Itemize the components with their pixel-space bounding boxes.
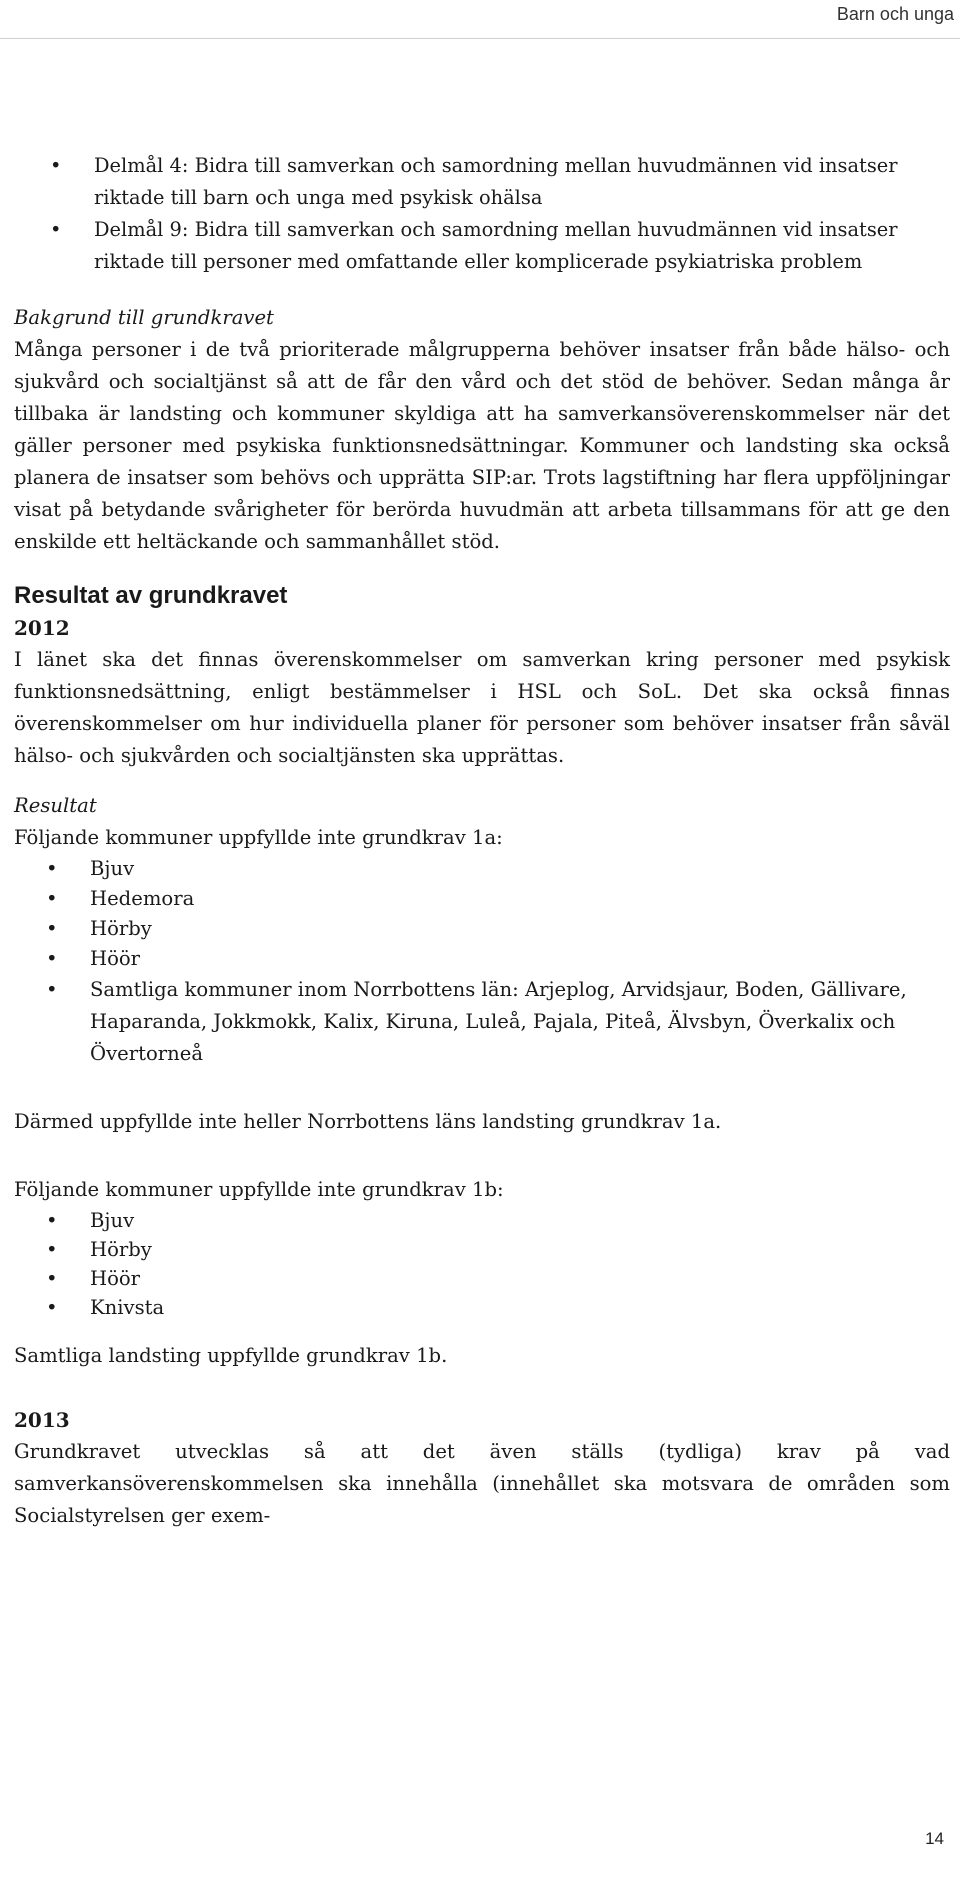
list-1b <box>14 1206 950 1322</box>
background-section <box>14 302 950 558</box>
results-2012 <box>14 790 950 854</box>
conclusion-1a: Därmed uppfyllde inte heller Norrbottens läns landsting grundkrav 1a. <box>14 1110 722 1133</box>
list-item: • Bjuv <box>14 1206 950 1235</box>
intro-1a: Följande kommuner uppfyllde inte grundkrav 1a: <box>14 826 503 849</box>
list-item: • Delmål 4: Bidra till samverkan och samordning mellan huvudmännen vid insatser riktade till barn och unga med psykisk ohälsa <box>14 150 950 214</box>
page-header <box>0 0 960 39</box>
list-item: • Bjuv <box>14 854 950 884</box>
results-heading: Resultat av grundkravet <box>14 582 288 609</box>
year-heading: 2013 <box>14 1408 70 1432</box>
header-title: Barn och unga <box>836 4 954 24</box>
list-item: • Hedemora <box>14 884 950 914</box>
background-text: Många personer i de två prioriterade målgrupperna behöver insatser från både hälso- och sjukvård och socialtjänst så att de får den vård och det stöd de behöver. Sedan många år tillbaka är landsting och kommuner skyldiga att ha samverkansöverenskommelser när det gäller personer med psykiska funktionsnedsättningar. Kommuner och landsting ska också planera de insatser som behövs och upprätta SIP:ar. Trots lagstiftning har flera uppföljningar visat på betydande svårigheter för berörda huvudmän att arbeta tillsammans för att ge den enskilde ett heltäckande och sammanhållet stöd. <box>14 338 950 553</box>
intro-1b: Följande kommuner uppfyllde inte grundkrav 1b: <box>14 1178 504 1201</box>
background-heading: Bakgrund till grundkravet <box>14 306 274 329</box>
list-item: • Hörby <box>14 914 950 944</box>
year-heading: 2012 <box>14 616 70 640</box>
page-number: 14 <box>925 1829 944 1848</box>
list-1a <box>14 854 950 1070</box>
result-heading: Resultat <box>14 794 97 817</box>
goals-list <box>14 150 950 278</box>
list-item: • Delmål 9: Bidra till samverkan och samordning mellan huvudmännen vid insatser riktade till personer med omfattande eller komplicerade psykiatriska problem <box>14 214 950 278</box>
section-2013 <box>14 1404 950 1532</box>
list-item: • Höör <box>14 944 950 974</box>
list-item: • Knivsta <box>14 1293 950 1322</box>
section-2012 <box>14 612 950 772</box>
conclusion-1b: Samtliga landsting uppfyllde grundkrav 1b. <box>14 1344 448 1367</box>
list-item: • Hörby <box>14 1235 950 1264</box>
list-item: • Samtliga kommuner inom Norrbottens län: Arjeplog, Arvidsjaur, Boden, Gällivare, Haparanda, Jokkmokk, Kalix, Kiruna, Luleå, Pajala, Piteå, Älvsbyn, Överkalix och Övertorneå <box>14 974 950 1070</box>
list-item: • Höör <box>14 1264 950 1293</box>
text-2012: I länet ska det finnas överenskommelser om samverkan kring personer med psykisk funktionsnedsättning, enligt bestämmelser i HSL och SoL. Det ska också finnas överenskommelser om hur individuella planer för personer som behöver insatser från såväl hälso- och sjukvården och socialtjänsten ska upprättas. <box>14 648 950 767</box>
text-2013: Grundkravet utvecklas så att det även ställs (tydliga) krav på vad samverkansöverenskommelsen ska innehålla (innehållet ska motsvara de områden som Socialstyrelsen ger exem- <box>14 1440 950 1527</box>
